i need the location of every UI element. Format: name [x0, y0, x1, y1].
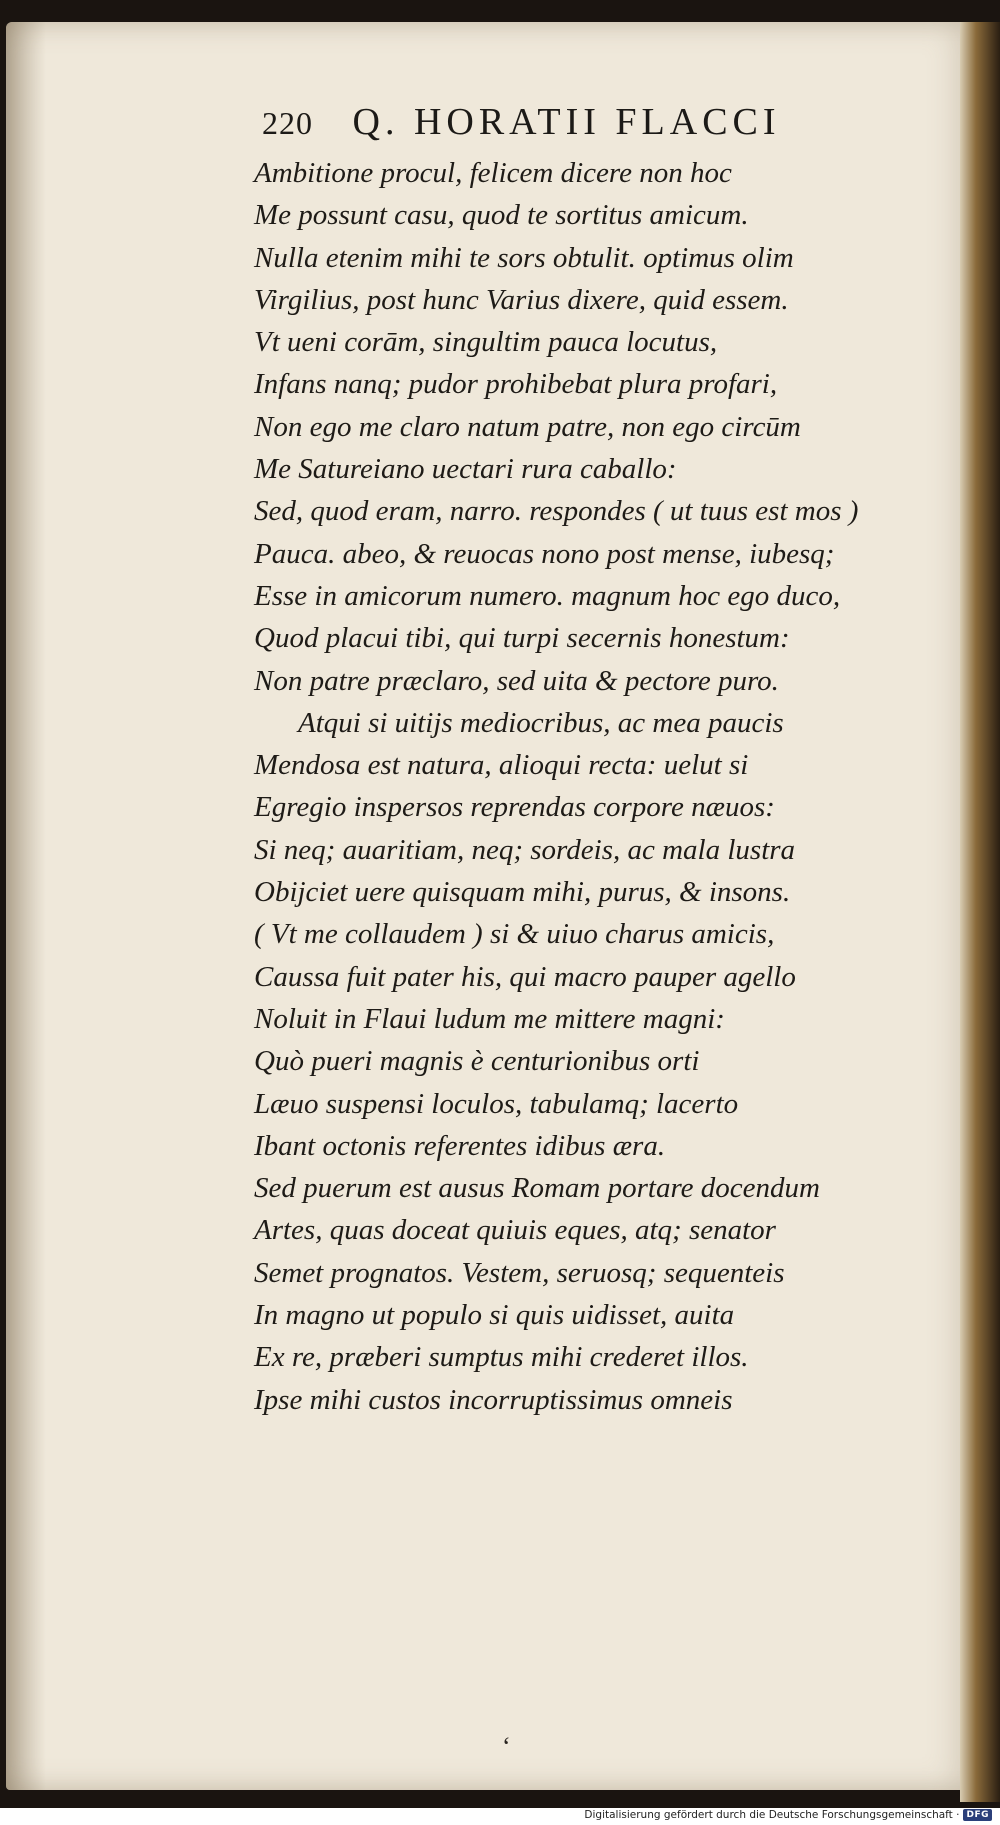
verse-line: Vt ueni corām, singultim pauca locutus, — [254, 326, 718, 359]
verse-line: Ambitione procul, felicem dicere non hoc — [254, 157, 732, 189]
verse-line: ( Vt me collaudem ) si & uiuo charus amicis, — [254, 918, 775, 951]
running-title: Q. HORATII FLACCI — [352, 101, 781, 143]
digitization-credit — [584, 1809, 992, 1821]
verse-line: Ex re, præberi sumptus mihi crederet illos. — [254, 1341, 749, 1374]
running-header — [262, 100, 781, 144]
footer-mark: ‘ — [502, 1732, 511, 1761]
verse-line: Læuo suspensi loculos, tabulamq; lacerto — [254, 1087, 739, 1120]
credit-text: Digitalisierung gefördert durch die Deutsche Forschungsgemeinschaft · — [584, 1809, 960, 1821]
verse-line-indented: Atqui si uitijs mediocribus, ac mea paucis — [298, 706, 784, 739]
verse-line: Sed puerum est ausus Romam portare docendum — [254, 1172, 820, 1205]
verse-line: Esse in amicorum numero. magnum hoc ego duco, — [254, 579, 841, 612]
verse-line: Mendosa est natura, alioqui recta: uelut si — [254, 749, 749, 782]
verse-line: Quò pueri magnis è centurionibus orti — [254, 1045, 700, 1078]
verse-line: Virgilius, post hunc Varius dixere, quid essem. — [254, 283, 789, 316]
page-spine-shadow — [6, 22, 46, 1790]
verse-line: Egregio inspersos reprendas corpore næuos: — [254, 791, 775, 824]
verse-line: Nulla etenim mihi te sors obtulit. optimus olim — [254, 241, 794, 274]
verse-line: Non ego me claro natum patre, non ego circūm — [254, 410, 801, 443]
verse-line: Caussa fuit pater his, qui macro pauper agello — [254, 960, 796, 993]
verse-line: In magno ut populo si quis uidisset, auita — [254, 1299, 735, 1332]
verse-line: Obijciet uere quisquam mihi, purus, & insons. — [254, 876, 791, 909]
page-number: 220 — [262, 105, 313, 141]
verse-line: Ibant octonis referentes idibus æra. — [254, 1129, 666, 1162]
verse-line: Infans nanq; pudor prohibebat plura profari, — [254, 368, 778, 401]
verse-line: Ipse mihi custos incorruptissimus omneis — [254, 1383, 733, 1416]
verse-line: Pauca. abeo, & reuocas nono post mense, iubesq; — [254, 537, 835, 570]
verse-block — [254, 152, 934, 1421]
verse-line: Me possunt casu, quod te sortitus amicum. — [254, 199, 749, 232]
verse-line: Noluit in Flaui ludum me mittere magni: — [254, 1002, 725, 1035]
dfg-logo: DFG — [963, 1809, 992, 1821]
verse-line: Non patre præclaro, sed uita & pectore puro. — [254, 664, 779, 697]
verse-line: Me Satureiano uectari rura caballo: — [254, 453, 677, 486]
verse-line: Artes, quas doceat quiuis eques, atq; senator — [254, 1214, 776, 1247]
page-edge — [960, 22, 1000, 1802]
verse-line: Si neq; auaritiam, neq; sordeis, ac mala lustra — [254, 833, 796, 866]
verse-line: Sed, quod eram, narro. respondes ( ut tuus est mos ) — [254, 495, 859, 528]
verse-line: Semet prognatos. Vestem, seruosq; sequenteis — [254, 1256, 785, 1289]
verse-line: Quod placui tibi, qui turpi secernis honestum: — [254, 622, 790, 655]
